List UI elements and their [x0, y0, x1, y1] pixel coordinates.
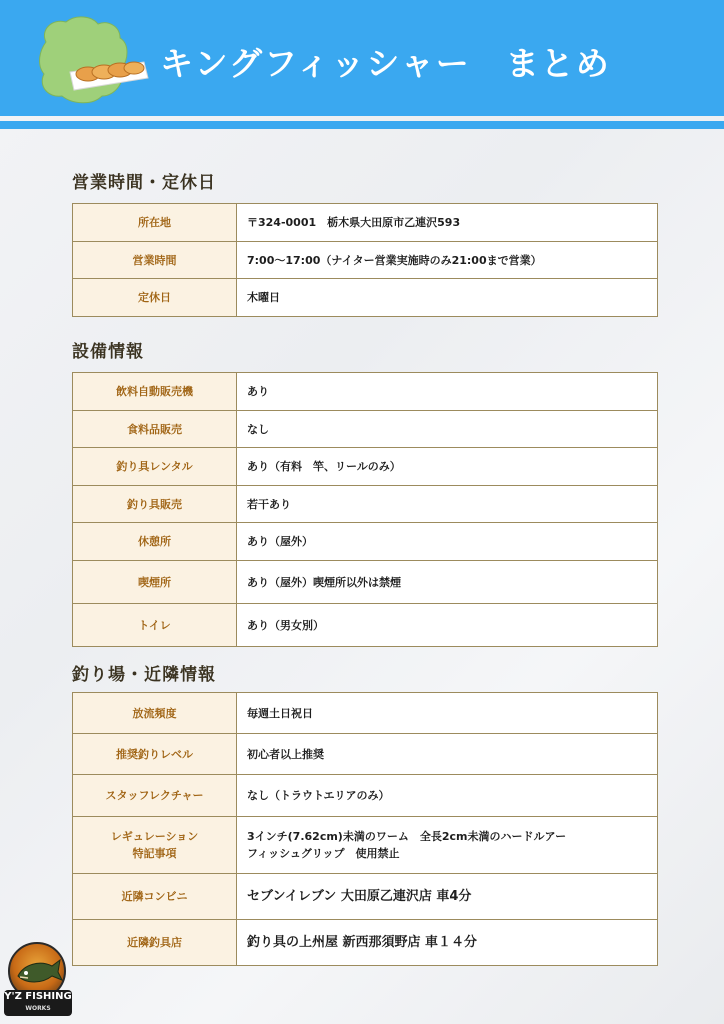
row-key: 釣り具販売 — [73, 486, 237, 523]
row-value-line2: フィッシュグリップ 使用禁止 — [247, 847, 400, 860]
row-value: なし（トラウトエリアのみ） — [237, 775, 658, 817]
row-value-line1: 3インチ(7.62cm)未満のワーム 全長2cm未満のハードルアー — [247, 830, 567, 843]
row-value: 木曜日 — [237, 279, 658, 317]
row-value: 若干あり — [237, 486, 658, 523]
table-row — [73, 817, 658, 874]
table-hours — [72, 203, 658, 317]
row-key: 近隣釣具店 — [73, 920, 237, 966]
row-value: あり（男女別） — [237, 604, 658, 647]
header-divider — [0, 121, 724, 129]
table-row — [73, 874, 658, 920]
table-row — [73, 448, 658, 486]
table-fishing — [72, 692, 658, 966]
table-row — [73, 734, 658, 775]
table-row — [73, 279, 658, 317]
row-key: 放流頻度 — [73, 693, 237, 734]
row-value: 〒324-0001 栃木県大田原市乙連沢593 — [237, 204, 658, 242]
table-facilities — [72, 372, 658, 647]
table-row — [73, 693, 658, 734]
row-value: あり（屋外） — [237, 523, 658, 561]
brand-line2: WORKS — [25, 1005, 51, 1012]
row-key: 所在地 — [73, 204, 237, 242]
row-value: 毎週土日祝日 — [237, 693, 658, 734]
row-key: 喫煙所 — [73, 561, 237, 604]
row-key-line1: レギュレーション — [110, 830, 199, 843]
row-value: 初心者以上推奨 — [237, 734, 658, 775]
row-value: あり — [237, 373, 658, 411]
table-row — [73, 242, 658, 279]
row-key: 食料品販売 — [73, 411, 237, 448]
table-row — [73, 411, 658, 448]
section-title-fishing: 釣り場・近隣情報 — [72, 665, 216, 685]
row-key: スタッフレクチャー — [73, 775, 237, 817]
table-row — [73, 775, 658, 817]
row-value: なし — [237, 411, 658, 448]
brand-logo — [4, 942, 72, 1018]
row-key: 釣り具レンタル — [73, 448, 237, 486]
table-row — [73, 561, 658, 604]
row-key: 定休日 — [73, 279, 237, 317]
row-key: 飲料自動販売機 — [73, 373, 237, 411]
row-value: 7:00～17:00（ナイター営業実施時のみ21:00まで営業） — [237, 242, 658, 279]
row-value: あり（有料 竿、リールのみ） — [237, 448, 658, 486]
row-value: セブンイレブン 大田原乙連沢店 車4分 — [237, 874, 658, 920]
row-value — [237, 817, 658, 874]
section-title-facilities: 設備情報 — [72, 342, 144, 362]
row-key: 営業時間 — [73, 242, 237, 279]
tochigi-map-gyoza-icon — [32, 12, 152, 108]
row-key: 近隣コンビニ — [73, 874, 237, 920]
row-key: トイレ — [73, 604, 237, 647]
brand-text — [4, 990, 72, 1016]
row-key: 休憩所 — [73, 523, 237, 561]
row-key — [73, 817, 237, 874]
row-value: 釣り具の上州屋 新西那須野店 車１４分 — [237, 920, 658, 966]
table-row — [73, 920, 658, 966]
table-row — [73, 486, 658, 523]
table-row — [73, 373, 658, 411]
row-key-line2: 特記事項 — [132, 847, 177, 860]
table-row — [73, 604, 658, 647]
table-row — [73, 523, 658, 561]
row-key: 推奨釣りレベル — [73, 734, 237, 775]
row-value: あり（屋外）喫煙所以外は禁煙 — [237, 561, 658, 604]
table-row — [73, 204, 658, 242]
page-title: キングフィッシャー まとめ — [160, 44, 611, 83]
section-title-hours: 営業時間・定休日 — [72, 173, 216, 193]
brand-line1: Y'Z FISHING — [4, 991, 72, 1002]
